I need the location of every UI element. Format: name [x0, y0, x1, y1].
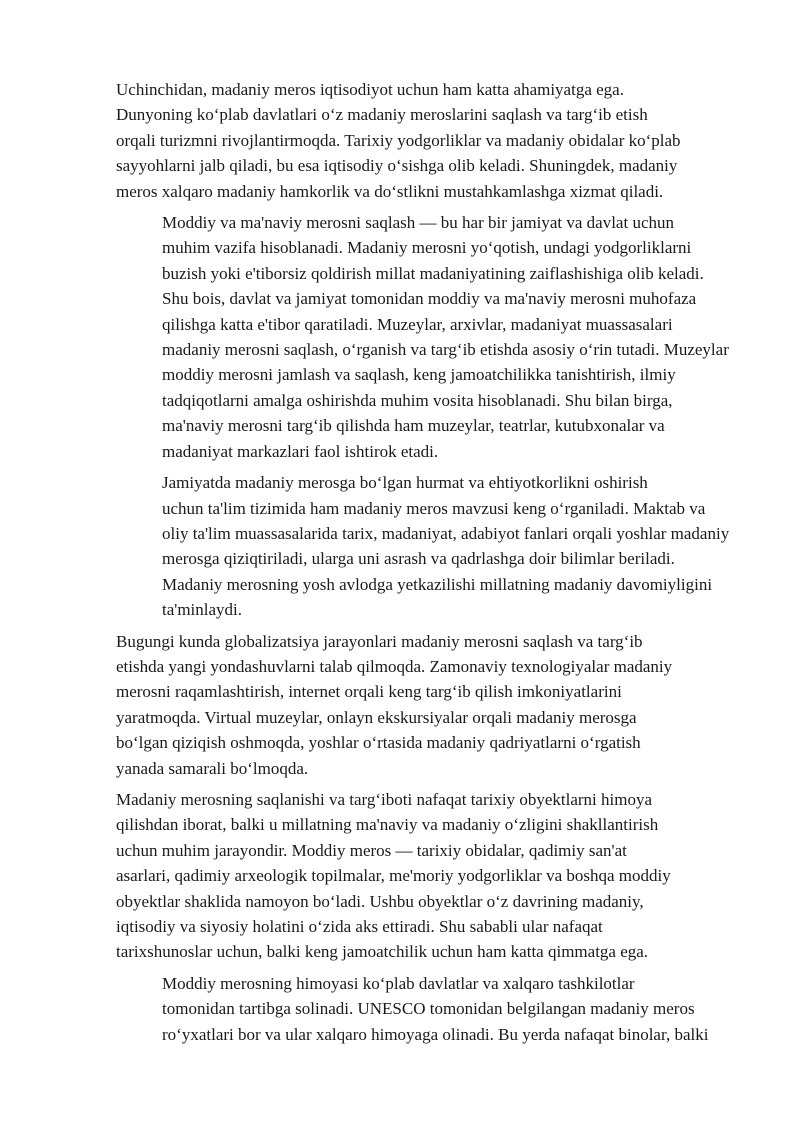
text-line: ta'minlaydi.: [162, 600, 243, 620]
text-line: Shu bois, davlat va jamiyat tomonidan moddiy va ma'naviy merosni muhofaza: [162, 289, 697, 309]
text-line: ma'naviy merosni targʻib qilishda ham muzeylar, teatrlar, kutubxonalar va: [162, 416, 665, 436]
paragraph: [116, 629, 716, 781]
paragraph: [116, 210, 729, 464]
text-line: uchun ta'lim tizimida ham madaniy meros mavzusi keng oʻrganiladi. Maktab va: [162, 498, 706, 518]
text-line: Bugungi kunda globalizatsiya jarayonlari madaniy merosni saqlash va targʻib: [116, 631, 643, 651]
text-line: obyektlar shaklida namoyon boʻladi. Ushbu obyektlar oʻz davrining madaniy,: [116, 891, 644, 911]
document-page: [116, 77, 730, 1053]
text-line: Uchinchidan, madaniy meros iqtisodiyot uchun ham katta ahamiyatga ega.: [116, 80, 624, 99]
text-line: uchun muhim jarayondir. Moddiy meros — tarixiy obidalar, qadimiy san'at: [116, 840, 627, 860]
text-line: muhim vazifa hisoblanadi. Madaniy merosni yoʻqotish, undagi yodgorliklarni: [162, 238, 692, 258]
text-line: etishda yangi yondashuvlarni talab qilmoqda. Zamonaviy texnologiyalar madaniy: [116, 656, 673, 676]
text-line: Moddiy merosning himoyasi koʻplab davlatlar va xalqaro tashkilotlar: [162, 973, 635, 993]
text-line: moddiy merosni jamlash va saqlash, keng jamoatchilikka tanishtirish, ilmiy: [162, 365, 676, 385]
text-line: tarixshunoslar uchun, balki keng jamoatchilik uchun ham katta qimmatga ega.: [116, 942, 649, 962]
text-line: Madaniy merosning yosh avlodga yetkazilishi millatning madaniy davomiyligini: [162, 574, 713, 594]
paragraph: [116, 971, 716, 1047]
text-line: merosni raqamlashtirish, internet orqali keng targʻib qilish imkoniyatlarini: [116, 682, 622, 702]
text-line: tomonidan tartibga solinadi. UNESCO tomonidan belgilangan madaniy meros: [162, 999, 695, 1019]
text-line: qilishdan iborat, balki u millatning ma'naviy va madaniy oʻzligini shakllantirish: [116, 815, 659, 835]
text-line: asarlari, qadimiy arxeologik topilmalar, me'moriy yodgorliklar va boshqa moddiy: [116, 866, 671, 886]
text-line: qilishga katta e'tibor qaratiladi. Muzeylar, arxivlar, madaniyat muassasalari: [162, 314, 673, 334]
text-line: roʻyxatlari bor va ular xalqaro himoyaga olinadi. Bu yerda nafaqat binolar, balki: [162, 1024, 709, 1044]
text-line: Madaniy merosning saqlanishi va targʻiboti nafaqat tarixiy obyektlarni himoya: [116, 789, 652, 809]
text-line: orqali turizmni rivojlantirmoqda. Tarixiy yodgorliklar va madaniy obidalar koʻplab: [116, 130, 681, 150]
text-line: buzish yoki e'tiborsiz qoldirish millat madaniyatining zaiflashishiga olib keladi.: [162, 263, 704, 283]
text-line: oliy ta'lim muassasalarida tarix, madaniyat, adabiyot fanlari orqali yoshlar madaniy: [162, 523, 730, 543]
text-line: Jamiyatda madaniy merosga boʻlgan hurmat va ehtiyotkorlikni oshirish: [162, 473, 648, 493]
text-line: yaratmoqda. Virtual muzeylar, onlayn ekskursiyalar orqali madaniy merosga: [116, 707, 637, 727]
text-line: meros xalqaro madaniy hamkorlik va doʻstlikni mustahkamlashga xizmat qiladi.: [116, 181, 664, 201]
text-line: Dunyoning koʻplab davlatlari oʻz madaniy meroslarini saqlash va targʻib etish: [116, 105, 648, 125]
text-line: Moddiy va ma'naviy merosni saqlash — bu har bir jamiyat va davlat uchun: [162, 213, 675, 233]
text-line: merosga qiziqtiriladi, ularga uni asrash va qadrlashga doir bilimlar beriladi.: [162, 549, 675, 569]
text-line: boʻlgan qiziqish oshmoqda, yoshlar oʻrtasida madaniy qadriyatlarni oʻrgatish: [116, 733, 641, 753]
text-line: madaniyat markazlari faol ishtirok etadi.: [162, 441, 439, 461]
paragraph: [116, 77, 716, 204]
text-line: tadqiqotlarni amalga oshirishda muhim vosita hisoblanadi. Shu bilan birga,: [162, 390, 673, 410]
paragraph: [116, 470, 730, 622]
text-line: yanada samarali boʻlmoqda.: [116, 758, 309, 778]
text-line: iqtisodiy va siyosiy holatini oʻzida aks ettiradi. Shu sababli ular nafaqat: [116, 917, 603, 936]
text-line: madaniy merosni saqlash, oʻrganish va targʻib etishda asosiy oʻrin tutadi. Muzeylar: [162, 340, 729, 360]
text-line: sayyohlarni jalb qiladi, bu esa iqtisodiy oʻsishga olib keladi. Shuningdek, madaniy: [116, 156, 678, 176]
paragraph: [116, 787, 716, 965]
